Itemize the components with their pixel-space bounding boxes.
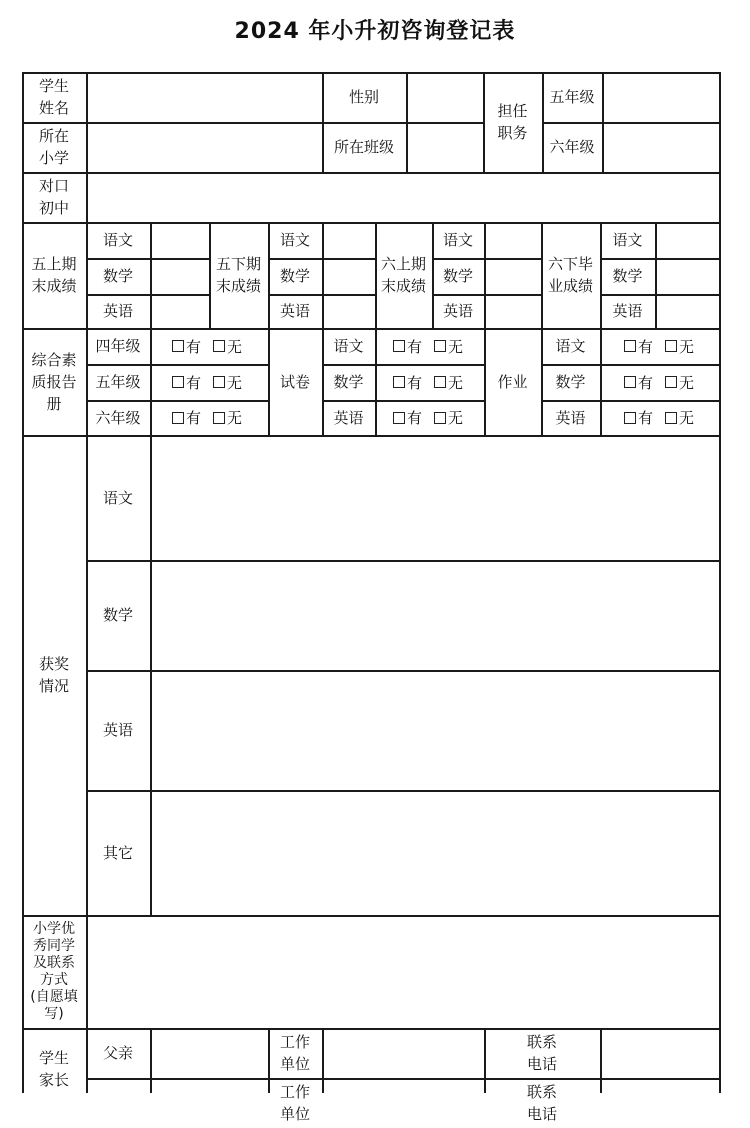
checkbox-has[interactable] bbox=[172, 412, 184, 424]
table-rule bbox=[600, 328, 602, 435]
paper-math-options bbox=[393, 364, 463, 400]
checkbox-has[interactable] bbox=[624, 412, 636, 424]
label-grade5: 五年级 bbox=[95, 373, 141, 391]
label-subject-english: 英语 bbox=[612, 302, 643, 320]
gender-field[interactable] bbox=[408, 74, 482, 121]
label-subject-chinese: 语文 bbox=[102, 231, 133, 249]
label-test-paper: 试卷 bbox=[279, 372, 310, 391]
label-subject-english: 英语 bbox=[102, 302, 133, 320]
checkbox-has[interactable] bbox=[172, 376, 184, 388]
paper-chinese-options bbox=[393, 328, 463, 364]
option-none-label: 无 bbox=[227, 337, 243, 356]
score-field-t5b-english[interactable] bbox=[324, 296, 374, 327]
option-none-label: 无 bbox=[448, 373, 464, 392]
label-subject-english: 英语 bbox=[442, 302, 473, 320]
label-classmates-contact: 小学优 秀同学 及联系 方式 (自愿填 写) bbox=[30, 920, 78, 1022]
option-none-label: 无 bbox=[679, 409, 695, 427]
label-homework-english: 英语 bbox=[555, 408, 586, 427]
label-parent: 学生 家长 bbox=[38, 1049, 69, 1089]
label-t6a-scores: 六上期 末成绩 bbox=[380, 255, 426, 295]
label-subject-chinese: 语文 bbox=[442, 231, 473, 249]
label-middle-school: 对口 初中 bbox=[38, 177, 69, 217]
label-award-chinese: 语文 bbox=[102, 488, 133, 507]
checkbox-has[interactable] bbox=[393, 376, 405, 388]
label-paper-english: 英语 bbox=[333, 408, 364, 427]
label-position: 担任 职务 bbox=[497, 102, 528, 142]
label-subject-math: 数学 bbox=[102, 267, 133, 285]
label-class: 所在班级 bbox=[333, 138, 394, 156]
option-none-label: 无 bbox=[448, 337, 464, 356]
school-field[interactable] bbox=[88, 124, 321, 171]
checkbox-none[interactable] bbox=[665, 340, 677, 352]
table-rule bbox=[375, 328, 377, 435]
label-father: 父亲 bbox=[102, 1044, 133, 1062]
label-subject-chinese: 语文 bbox=[279, 231, 310, 249]
label-homework: 作业 bbox=[497, 372, 528, 391]
label-student-name: 学生 姓名 bbox=[38, 77, 69, 117]
label-grade4: 四年级 bbox=[95, 337, 141, 355]
label-phone-2: 联系 电话 bbox=[526, 1083, 557, 1123]
option-has-label: 有 bbox=[186, 337, 202, 356]
option-has-label: 有 bbox=[407, 337, 423, 356]
checkbox-has[interactable] bbox=[393, 340, 405, 352]
award-field-chinese[interactable] bbox=[152, 437, 718, 559]
option-has-label: 有 bbox=[638, 409, 654, 427]
grade6-position-field[interactable] bbox=[604, 124, 718, 171]
label-grade5: 五年级 bbox=[549, 88, 595, 106]
score-field-t6b-english[interactable] bbox=[657, 296, 718, 327]
score-field-t5a-english[interactable] bbox=[152, 296, 208, 327]
middle-school-field[interactable] bbox=[88, 174, 718, 221]
option-has-label: 有 bbox=[407, 373, 423, 392]
option-has-label: 有 bbox=[638, 337, 654, 356]
label-subject-math: 数学 bbox=[279, 267, 310, 285]
label-homework-chinese: 语文 bbox=[555, 337, 586, 355]
checkbox-none[interactable] bbox=[665, 412, 677, 424]
grade5-position-field[interactable] bbox=[604, 74, 718, 121]
label-t5b-scores: 五下期 末成绩 bbox=[215, 255, 261, 295]
option-none-label: 无 bbox=[448, 409, 464, 427]
score-field-t6b-math[interactable] bbox=[657, 260, 718, 293]
score-field-t6a-english[interactable] bbox=[486, 296, 540, 327]
class-field[interactable] bbox=[408, 124, 482, 171]
score-field-t6a-chinese[interactable] bbox=[486, 224, 540, 257]
classmates-contact-field[interactable] bbox=[88, 917, 718, 1027]
label-award-other: 其它 bbox=[102, 843, 133, 862]
checkbox-has[interactable] bbox=[624, 376, 636, 388]
label-award-english: 英语 bbox=[102, 721, 133, 739]
label-subject-math: 数学 bbox=[442, 267, 473, 285]
table-rule bbox=[719, 72, 721, 1093]
table-rule bbox=[86, 1078, 719, 1080]
checkbox-none[interactable] bbox=[213, 412, 225, 424]
checkbox-none[interactable] bbox=[213, 376, 225, 388]
label-school: 所在 小学 bbox=[38, 127, 69, 167]
father-work-field[interactable] bbox=[324, 1030, 483, 1077]
award-field-math[interactable] bbox=[152, 562, 718, 669]
label-paper-math: 数学 bbox=[333, 373, 364, 391]
label-awards: 获奖 情况 bbox=[38, 655, 69, 695]
option-none-label: 无 bbox=[679, 373, 695, 392]
label-phone: 联系 电话 bbox=[526, 1033, 557, 1073]
table-rule bbox=[150, 328, 152, 435]
label-subject-english: 英语 bbox=[279, 302, 310, 320]
checkbox-has[interactable] bbox=[393, 412, 405, 424]
father-phone-field[interactable] bbox=[602, 1030, 718, 1077]
score-field-t5a-chinese[interactable] bbox=[152, 224, 208, 257]
checkbox-has[interactable] bbox=[172, 340, 184, 352]
label-grade6: 六年级 bbox=[95, 408, 141, 427]
score-field-t5b-math[interactable] bbox=[324, 260, 374, 293]
homework-english-options bbox=[624, 400, 694, 435]
option-none-label: 无 bbox=[679, 337, 695, 356]
paper-english-options bbox=[393, 400, 463, 435]
label-work-unit-2: 工作 单位 bbox=[279, 1083, 310, 1123]
checkbox-none[interactable] bbox=[434, 376, 446, 388]
page-title: 2024 年小升初咨询登记表 bbox=[234, 19, 516, 44]
label-paper-chinese: 语文 bbox=[333, 337, 364, 355]
option-has-label: 有 bbox=[186, 409, 202, 427]
label-report-book: 综合素 质报告 册 bbox=[31, 350, 77, 413]
label-homework-math: 数学 bbox=[555, 373, 586, 391]
checkbox-none[interactable] bbox=[665, 376, 677, 388]
label-award-math: 数学 bbox=[102, 606, 133, 624]
checkbox-none[interactable] bbox=[213, 340, 225, 352]
score-field-t6b-chinese[interactable] bbox=[657, 224, 718, 257]
score-field-t6a-math[interactable] bbox=[486, 260, 540, 293]
award-field-english[interactable] bbox=[152, 672, 718, 789]
award-field-other[interactable] bbox=[152, 792, 718, 914]
report-grade5-options bbox=[172, 364, 242, 400]
label-subject-math: 数学 bbox=[612, 267, 643, 285]
option-none-label: 无 bbox=[227, 409, 243, 427]
homework-math-options bbox=[624, 364, 694, 400]
score-field-t5b-chinese[interactable] bbox=[324, 224, 374, 257]
label-t6b-scores: 六下毕 业成绩 bbox=[547, 255, 593, 295]
option-none-label: 无 bbox=[227, 373, 243, 392]
option-has-label: 有 bbox=[186, 373, 202, 392]
label-work-unit: 工作 单位 bbox=[279, 1033, 310, 1073]
option-has-label: 有 bbox=[638, 373, 654, 392]
label-grade6: 六年级 bbox=[549, 138, 595, 156]
label-t5a-scores: 五上期 末成绩 bbox=[31, 255, 77, 295]
checkbox-none[interactable] bbox=[434, 412, 446, 424]
checkbox-has[interactable] bbox=[624, 340, 636, 352]
father-name-field[interactable] bbox=[152, 1030, 267, 1077]
student-name-field[interactable] bbox=[88, 74, 321, 121]
label-gender: 性别 bbox=[348, 88, 379, 106]
homework-chinese-options bbox=[624, 328, 694, 364]
report-grade6-options bbox=[172, 400, 242, 435]
option-has-label: 有 bbox=[407, 409, 423, 427]
report-grade4-options bbox=[172, 328, 242, 364]
label-subject-chinese: 语文 bbox=[612, 231, 643, 249]
score-field-t5a-math[interactable] bbox=[152, 260, 208, 293]
checkbox-none[interactable] bbox=[434, 340, 446, 352]
